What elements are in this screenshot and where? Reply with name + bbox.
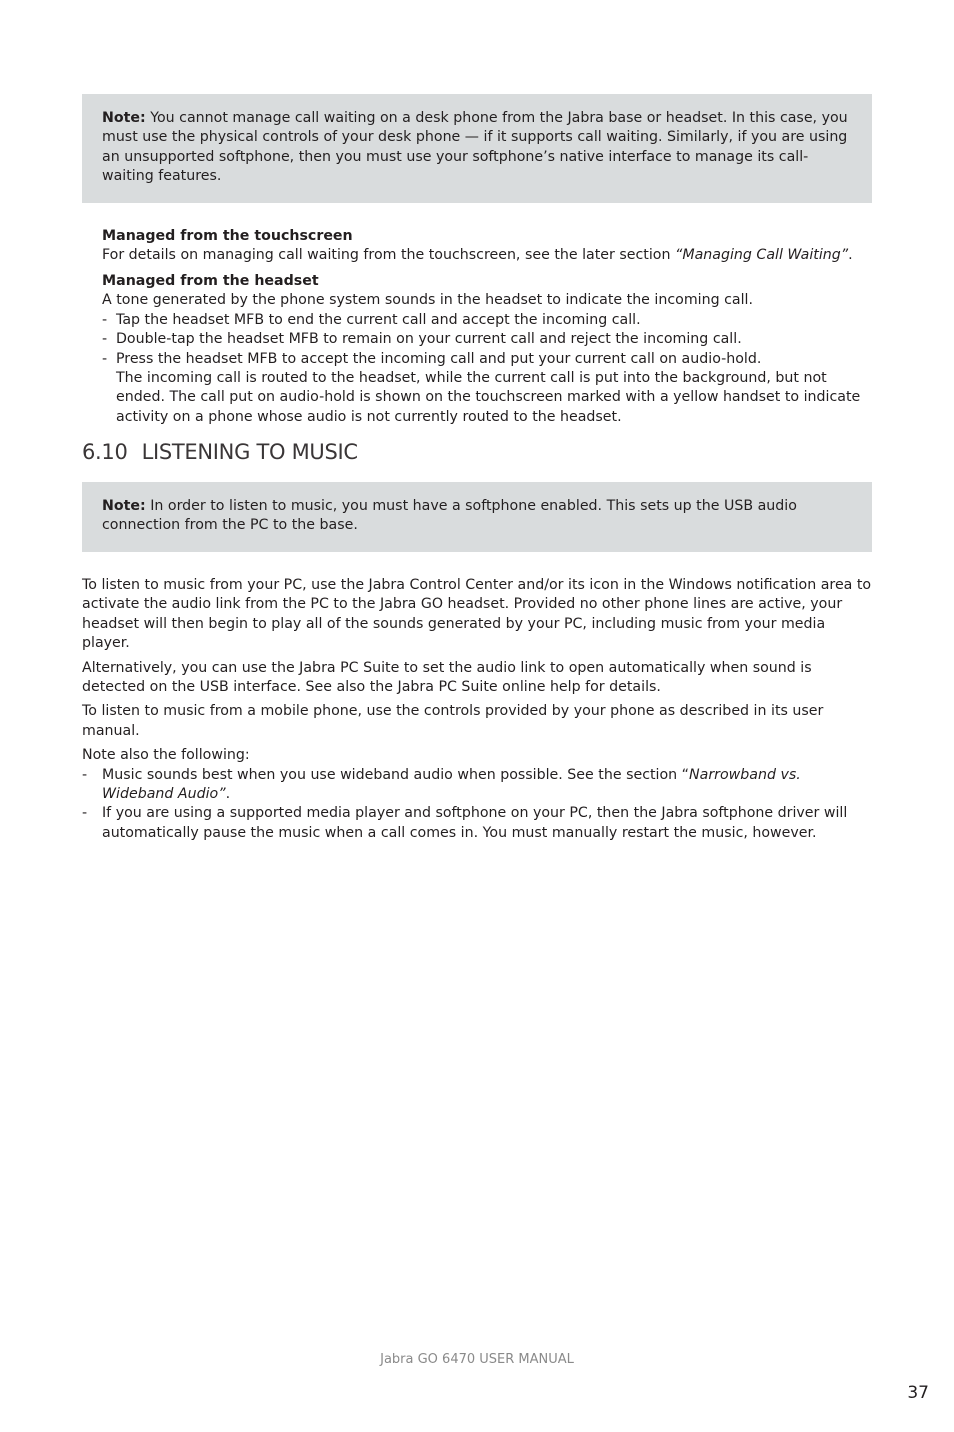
touchscreen-text-before: For details on managing call waiting from the touchscreen, see the later section: [102, 247, 675, 264]
list-item: - Tap the headset MFB to end the current call and accept the incoming call.: [102, 311, 641, 328]
note-box-music: [82, 482, 872, 552]
list-item-text: If you are using a supported media player and softphone on your PC, then the Jabra softphone driver will automatically pause the music when a call comes in. You must manually restart the music, however.: [102, 805, 848, 841]
list-item: - If you are using a supported media player and softphone on your PC, then the Jabra softphone driver will automatically pause the music when a call comes in. You must manually restart the music, however.: [82, 805, 848, 841]
touchscreen-section: [102, 227, 882, 266]
note-text: [102, 109, 852, 187]
section-number: 6.10: [82, 440, 128, 464]
footer-manual-title: Jabra GO 6470 USER MANUAL: [380, 1352, 574, 1367]
narrowband-wideband-reference: Narrowband vs. Wideband Audio”: [102, 766, 801, 803]
headset-continuation: The incoming call is routed to the headset, while the current call is put into the background, but not ended. The call put on audio-hold is shown on the touchscreen marked with a yellow handset to indicate activity on a phone whose audio is not currently routed to the headset.: [116, 370, 861, 425]
music-paragraph-2: Alternatively, you can use the Jabra PC Suite to set the audio link to open automatically when sound is detected on the USB interface. See also the Jabra PC Suite online help for details.: [82, 659, 812, 696]
note-body: You cannot manage call waiting on a desk phone from the Jabra base or headset. In this case, you must use the physical controls of your desk phone — if it supports call waiting. Similarly, if you are using an unsupported softphone, then you must use your softphone’s native interface to manage its call-waiting features.: [102, 110, 848, 185]
music-paragraph-4: Note also the following:: [82, 747, 250, 764]
music-paragraph-3: To listen to music from a mobile phone, use the controls provided by your phone as described in its user manual.: [82, 703, 824, 739]
music-section: [82, 576, 872, 843]
touchscreen-text-after: .: [848, 247, 853, 264]
section-title: LISTENING TO MUSIC: [141, 440, 358, 464]
list-item-text: Music sounds best when you use wideband audio when possible. See the section “: [102, 766, 690, 783]
note-label: Note:: [102, 110, 146, 126]
list-item-text: Tap the headset MFB to end the current call and accept the incoming call.: [116, 311, 641, 328]
page-number: 37: [907, 1383, 929, 1403]
list-item-text: Double-tap the headset MFB to remain on your current call and reject the incoming call.: [116, 331, 742, 348]
touchscreen-text: [102, 246, 882, 265]
list-item-text: Press the headset MFB to accept the incoming call and put your current call on audio-hold.: [116, 350, 762, 367]
list-item: - Press the headset MFB to accept the incoming call and put your current call on audio-hold.: [102, 350, 762, 367]
note-body: In order to listen to music, you must have a softphone enabled. This sets up the USB audio connection from the PC to the base.: [102, 498, 797, 534]
headset-intro: A tone generated by the phone system sounds in the headset to indicate the incoming call.: [102, 292, 753, 309]
headset-heading: Managed from the headset: [102, 273, 319, 289]
note-box-call-waiting: [82, 94, 872, 203]
list-item: - Double-tap the headset MFB to remain on your current call and reject the incoming call.: [102, 331, 742, 348]
note-label: Note:: [102, 498, 146, 514]
list-item-text-after: .: [225, 786, 231, 803]
section-heading: [82, 440, 358, 464]
managing-call-waiting-reference: “Managing Call Waiting”: [675, 247, 849, 264]
headset-section: [102, 272, 872, 427]
music-paragraph-1: To listen to music from your PC, use the Jabra Control Center and/or its icon in the Windows notification area to activate the audio link from the PC to the Jabra GO headset. Provided no other phone lines are active, your headset will then begin to play all of the sounds generated by your PC, including music from your media player.: [82, 577, 872, 652]
note-text: [102, 497, 852, 536]
touchscreen-heading: Managed from the touchscreen: [102, 228, 353, 244]
list-item: - Music sounds best when you use wideband audio when possible. See the section “Narrowband vs. Wideband Audio”.: [82, 766, 801, 803]
